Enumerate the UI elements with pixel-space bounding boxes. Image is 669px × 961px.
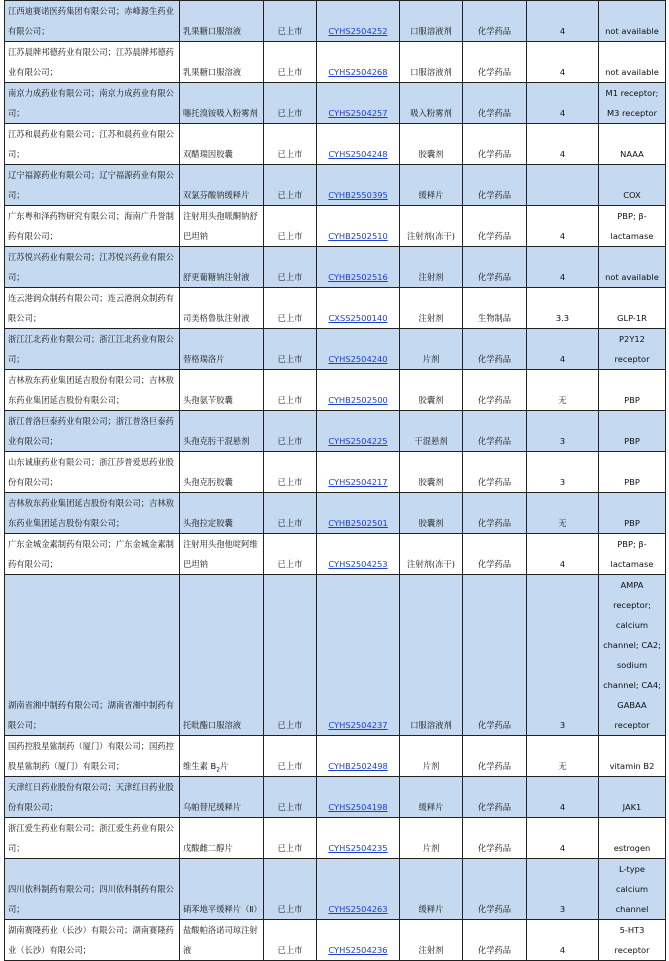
drug-category-cell: 化学药品 [463,452,527,493]
drug-category-cell: 化学药品 [463,534,527,575]
company-cell: 广东粤和泽药物研究有限公司；海南广升誉制药有限公司； [5,206,180,247]
status-cell: 已上市 [264,1,317,42]
target-cell: JAK1 [599,777,666,818]
status-cell: 已上市 [264,83,317,124]
acceptance-no-link[interactable]: CYHB2502498 [328,761,388,771]
table-row [5,83,666,124]
drug-name-subscript: 2 [216,766,221,774]
acceptance-no-link[interactable]: CYHS2504263 [328,904,388,914]
drug-name-cell: 乳果糖口服溶液 [180,1,264,42]
drug-name-cell: 头孢氨苄胶囊 [180,370,264,411]
status-cell: 已上市 [264,452,317,493]
acceptance-no-cell [317,493,400,534]
acceptance-no-link[interactable]: CYHB2502500 [328,395,388,405]
company-cell: 江西迪赛诺医药集团有限公司；赤峰源生药业有限公司； [5,1,180,42]
dosage-form-cell: 口服溶液剂 [400,575,463,736]
registration-class-cell: 4 [527,329,599,370]
registration-class-cell: 3 [527,411,599,452]
target-cell: PBP [599,493,666,534]
drug-name-cell: 司美格鲁肽注射液 [180,288,264,329]
dosage-form-cell: 胶囊剂 [400,370,463,411]
drug-name-cell: 头孢克肟胶囊 [180,452,264,493]
dosage-form-cell: 口服溶液剂 [400,1,463,42]
drug-name-cell: 头孢克肟干混悬剂 [180,411,264,452]
drug-category-cell: 化学药品 [463,124,527,165]
table-row [5,920,666,961]
status-cell: 已上市 [264,329,317,370]
table-row [5,777,666,818]
dosage-form-cell: 缓释片 [400,859,463,920]
status-cell: 已上市 [264,247,317,288]
drug-name-cell: 舒更葡糖钠注射液 [180,247,264,288]
acceptance-no-link[interactable]: CYHB2502510 [328,231,388,241]
acceptance-no-link[interactable]: CYHS2504198 [328,802,388,812]
table-row [5,42,666,83]
company-cell: 南京力成药业有限公司；南京力成药业有限公司； [5,83,180,124]
target-cell: not available [599,42,666,83]
acceptance-no-cell [317,124,400,165]
acceptance-no-link[interactable]: CYHS2504217 [328,477,388,487]
dosage-form-cell: 干混悬剂 [400,411,463,452]
status-cell: 已上市 [264,165,317,206]
target-cell: PBP [599,370,666,411]
target-cell: not available [599,1,666,42]
registration-class-cell: 4 [527,247,599,288]
dosage-form-cell: 缓释片 [400,777,463,818]
acceptance-no-link[interactable]: CYHB2550395 [328,190,388,200]
registration-class-cell: 4 [527,920,599,961]
acceptance-no-link[interactable]: CYHB2502516 [328,272,388,282]
company-cell: 辽宁福源药业有限公司；辽宁福源药业有限公司； [5,165,180,206]
target-cell: AMPA receptor; calcium channel; CA2; sodium channel; CA4; GABAA receptor [599,575,666,736]
status-cell: 已上市 [264,411,317,452]
table-row [5,329,666,370]
company-cell: 国药控股星鲨制药（厦门）有限公司；国药控股星鲨制药（厦门）有限公司； [5,736,180,777]
acceptance-no-cell [317,288,400,329]
target-cell: GLP-1R [599,288,666,329]
company-cell: 浙江普洛巨泰药业有限公司；浙江普洛巨泰药业有限公司； [5,411,180,452]
acceptance-no-link[interactable]: CYHS2504225 [328,436,388,446]
acceptance-no-cell [317,83,400,124]
dosage-form-cell: 注射剂 [400,247,463,288]
acceptance-no-link[interactable]: CYHS2504252 [328,26,388,36]
dosage-form-cell: 片剂 [400,329,463,370]
table-row [5,206,666,247]
company-cell: 湖南省湘中制药有限公司；湖南省湘中制药有限公司； [5,575,180,736]
drug-category-cell: 化学药品 [463,777,527,818]
target-cell: 5-HT3 receptor [599,920,666,961]
drug-name-cell: 托吡酯口服溶液 [180,575,264,736]
drug-category-cell: 化学药品 [463,411,527,452]
company-cell: 江苏悦兴药业有限公司；江苏悦兴药业有限公司； [5,247,180,288]
target-cell: M1 receptor; M3 receptor [599,83,666,124]
registration-class-cell: 3 [527,859,599,920]
drug-category-cell: 化学药品 [463,370,527,411]
drug-name-cell: 注射用头孢哌酮钠舒巴坦钠 [180,206,264,247]
table-row [5,736,666,777]
registration-class-cell: 4 [527,124,599,165]
drug-category-cell: 化学药品 [463,859,527,920]
company-cell: 浙江江北药业有限公司；浙江江北药业有限公司； [5,329,180,370]
drug-category-cell: 化学药品 [463,575,527,736]
status-cell: 已上市 [264,206,317,247]
table-row [5,859,666,920]
drug-category-cell: 化学药品 [463,920,527,961]
drug-category-cell: 生物制品 [463,288,527,329]
drug-name-cell [180,736,264,777]
drug-name-cell: 双醋瑞因胶囊 [180,124,264,165]
status-cell: 已上市 [264,920,317,961]
drug-category-cell: 化学药品 [463,83,527,124]
dosage-form-cell: 注射剂 [400,920,463,961]
table-row [5,411,666,452]
dosage-form-cell: 注射剂 [400,288,463,329]
drug-category-cell: 化学药品 [463,1,527,42]
registration-class-cell: 无 [527,493,599,534]
acceptance-no-cell [317,452,400,493]
acceptance-no-cell [317,165,400,206]
table-row [5,534,666,575]
status-cell: 已上市 [264,777,317,818]
target-cell: PBP; β-lactamase [599,534,666,575]
target-cell: vitamin B2 [599,736,666,777]
registration-class-cell: 3 [527,452,599,493]
target-cell: L-type calcium channel [599,859,666,920]
drug-category-cell: 化学药品 [463,493,527,534]
acceptance-no-cell [317,575,400,736]
acceptance-no-cell [317,411,400,452]
registration-class-cell: 4 [527,42,599,83]
company-cell: 吉林敖东药业集团延吉股份有限公司；吉林敖东药业集团延吉股份有限公司； [5,370,180,411]
company-cell: 广东金城金素制药有限公司；广东金城金素制药有限公司； [5,534,180,575]
acceptance-no-link[interactable]: CYHS2504236 [328,945,388,955]
drug-category-cell: 化学药品 [463,329,527,370]
registration-class-cell: 4 [527,83,599,124]
acceptance-no-cell [317,777,400,818]
dosage-form-cell: 片剂 [400,818,463,859]
drug-category-cell: 化学药品 [463,42,527,83]
acceptance-no-link[interactable]: CYHS2504237 [328,720,388,730]
dosage-form-cell: 缓释片 [400,165,463,206]
drug-name-cell: 戊酸雌二醇片 [180,818,264,859]
company-cell: 连云港润众制药有限公司；连云港润众制药有限公司； [5,288,180,329]
drug-category-cell: 化学药品 [463,247,527,288]
registration-class-cell: 无 [527,370,599,411]
acceptance-no-link[interactable]: CYHB2502501 [328,518,388,528]
registration-class-cell: 3 [527,575,599,736]
company-cell: 四川依科制药有限公司；四川依科制药有限公司； [5,859,180,920]
status-cell: 已上市 [264,493,317,534]
acceptance-no-link[interactable]: CYHS2504248 [328,149,388,159]
drug-category-cell: 化学药品 [463,165,527,206]
target-cell: PBP [599,411,666,452]
table-row [5,288,666,329]
company-cell: 江苏晨牌邦德药业有限公司；江苏晨牌邦德药业有限公司； [5,42,180,83]
acceptance-no-cell [317,329,400,370]
registration-class-cell: 4 [527,1,599,42]
drug-name-cell: 乌帕替尼缓释片 [180,777,264,818]
acceptance-no-link[interactable]: CYHS2504235 [328,843,388,853]
company-cell: 天津红日药业股份有限公司；天津红日药业股份有限公司； [5,777,180,818]
table-row [5,575,666,736]
dosage-form-cell: 吸入粉雾剂 [400,83,463,124]
acceptance-no-link[interactable]: CYHS2504268 [328,67,388,77]
registration-class-cell: 3.3 [527,288,599,329]
acceptance-no-link[interactable]: CYHS2504257 [328,108,388,118]
acceptance-no-link[interactable]: CYHS2504240 [328,354,388,364]
target-cell: PBP [599,452,666,493]
drug-name-cell: 盐酸帕洛诺司琼注射液 [180,920,264,961]
table-row [5,1,666,42]
target-cell: COX [599,165,666,206]
drug-name-cell: 乳果糖口服溶液 [180,42,264,83]
drug-name-base: 维生素 B [183,761,217,771]
drug-category-cell: 化学药品 [463,818,527,859]
table-row [5,493,666,534]
dosage-form-cell: 片剂 [400,736,463,777]
company-cell: 山东诚康药业有限公司；浙江莎普爱思药业股份有限公司； [5,452,180,493]
company-cell: 吉林敖东药业集团延吉股份有限公司；吉林敖东药业集团延吉股份有限公司； [5,493,180,534]
target-cell: PBP; β-lactamase [599,206,666,247]
status-cell: 已上市 [264,124,317,165]
company-cell: 江苏和晨药业有限公司；江苏和晨药业有限公司； [5,124,180,165]
table-row [5,247,666,288]
dosage-form-cell: 口服溶液剂 [400,42,463,83]
acceptance-no-cell [317,534,400,575]
acceptance-no-cell [317,247,400,288]
registration-class-cell: 4 [527,818,599,859]
drug-name-cell: 头孢拉定胶囊 [180,493,264,534]
target-cell: estrogen [599,818,666,859]
status-cell: 已上市 [264,370,317,411]
status-cell: 已上市 [264,534,317,575]
drug-name-cell: 硝苯地平缓释片（Ⅱ） [180,859,264,920]
acceptance-no-cell [317,859,400,920]
table-row [5,452,666,493]
dosage-form-cell: 注射剂(冻干) [400,534,463,575]
status-cell: 已上市 [264,736,317,777]
company-cell: 湖南赛隆药业（长沙）有限公司；湖南赛隆药业（长沙）有限公司； [5,920,180,961]
acceptance-no-cell [317,370,400,411]
company-cell: 浙江爱生药业有限公司；浙江爱生药业有限公司； [5,818,180,859]
status-cell: 已上市 [264,575,317,736]
drug-category-cell: 化学药品 [463,206,527,247]
target-cell: NAAA [599,124,666,165]
acceptance-no-link[interactable]: CXSS2500140 [328,313,388,323]
status-cell: 已上市 [264,818,317,859]
drug-name-cell: 注射用头孢他啶阿维巴坦钠 [180,534,264,575]
acceptance-no-cell [317,42,400,83]
status-cell: 已上市 [264,42,317,83]
status-cell: 已上市 [264,859,317,920]
status-cell: 已上市 [264,288,317,329]
drug-name-tail: 片 [220,761,229,771]
dosage-form-cell: 注射剂(冻干) [400,206,463,247]
dosage-form-cell: 胶囊剂 [400,452,463,493]
registration-class-cell: 4 [527,777,599,818]
acceptance-no-link[interactable]: CYHS2504253 [328,559,388,569]
acceptance-no-cell [317,920,400,961]
acceptance-no-cell [317,1,400,42]
acceptance-no-cell [317,736,400,777]
registration-class-cell: 无 [527,736,599,777]
drug-name-cell: 双氯芬酸钠缓释片 [180,165,264,206]
acceptance-no-cell [317,206,400,247]
table-row [5,165,666,206]
table-row [5,818,666,859]
drug-registration-table [4,0,666,961]
table-row [5,124,666,165]
dosage-form-cell: 胶囊剂 [400,124,463,165]
table-row [5,370,666,411]
drug-category-cell: 化学药品 [463,736,527,777]
dosage-form-cell: 胶囊剂 [400,493,463,534]
acceptance-no-cell [317,818,400,859]
registration-class-cell: 4 [527,534,599,575]
drug-name-cell: 替格瑞洛片 [180,329,264,370]
target-cell: P2Y12 receptor [599,329,666,370]
drug-name-cell: 噻托溴铵吸入粉雾剂 [180,83,264,124]
target-cell: not available [599,247,666,288]
registration-class-cell: 4 [527,206,599,247]
registration-class-cell [527,165,599,206]
